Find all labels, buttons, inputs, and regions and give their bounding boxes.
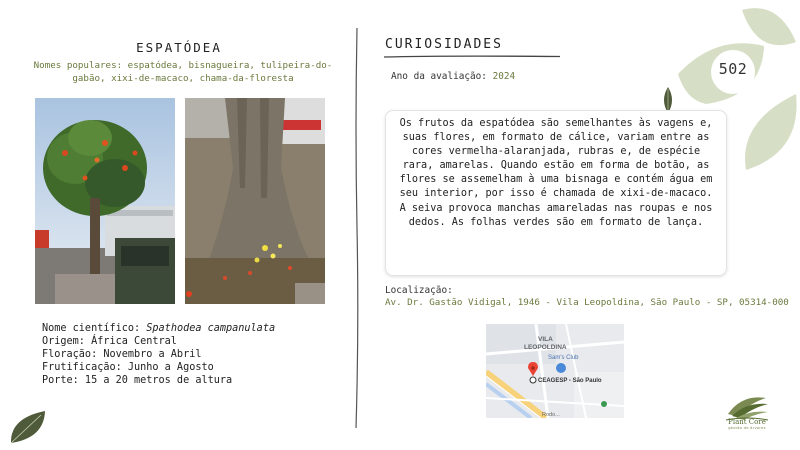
species-title: ESPATÓDEA <box>136 40 222 55</box>
map-district-line2: LEOPOLDINA <box>524 344 567 351</box>
map-place-sams-club: Sam's Club <box>548 355 579 361</box>
leaf-icon <box>740 92 800 174</box>
origin: Origem: África Central <box>42 336 177 347</box>
curiosities-title: CURIOSIDADES <box>385 37 503 52</box>
map-road-label: Rodo... <box>542 412 560 418</box>
species-facts <box>42 322 332 387</box>
popular-names: Nomes populares: espatódea, bisnagueira, tulipeira-do-gabão, xixi-de-macaco, chama-da-floresta <box>33 60 333 84</box>
flowering: Floração: Novembro a Abril <box>42 349 202 360</box>
vertical-divider <box>352 28 362 428</box>
evaluation-year-value: 2024 <box>492 71 516 82</box>
fruiting: Frutificação: Junho a Agosto <box>42 362 214 373</box>
curiosity-card <box>385 110 727 276</box>
curiosity-text: Os frutos da espatódea são semelhantes às vagens e, suas flores, em formato de cálice, variam entre as cores vermelha-alaranjada, rubras e, de espécie rara, amarelas. Quando estão em forma de botão, as flores se assemelham à uma bisnaga e contém água em seu interior, por isso é chamada de xixi-de-macaco. A seiva provoca manchas amareladas nas roupas e nos dedos. As folhas verdes são em formato de lança. <box>399 118 713 228</box>
evaluation-year: Ano da avaliação: 2024 <box>391 71 516 82</box>
scientific-name: Nome científico: Spathodea campanulata <box>42 323 276 334</box>
logo-tagline: gestão de árvores <box>728 426 766 430</box>
tree-number-badge: 502 <box>718 60 748 78</box>
location-address: Av. Dr. Gastão Vidigal, 1946 - Vila Leopoldina, São Paulo - SP, 05314-000 <box>385 297 789 308</box>
map-district-line1: VILA <box>538 336 553 343</box>
location-label: Localização: <box>385 285 453 296</box>
trunk-photo <box>185 98 325 304</box>
map-place-ceagesp: CEAGESP - São Paulo <box>538 378 602 384</box>
logo-name: Plant Core <box>728 418 766 426</box>
tree-photo <box>35 98 175 304</box>
location-map[interactable] <box>486 324 624 418</box>
title-underline <box>384 54 560 60</box>
leaf-icon <box>8 408 48 446</box>
scientific-name-value: Spathodea campanulata <box>146 323 276 334</box>
size: Porte: 15 a 20 metros de altura <box>42 375 233 386</box>
